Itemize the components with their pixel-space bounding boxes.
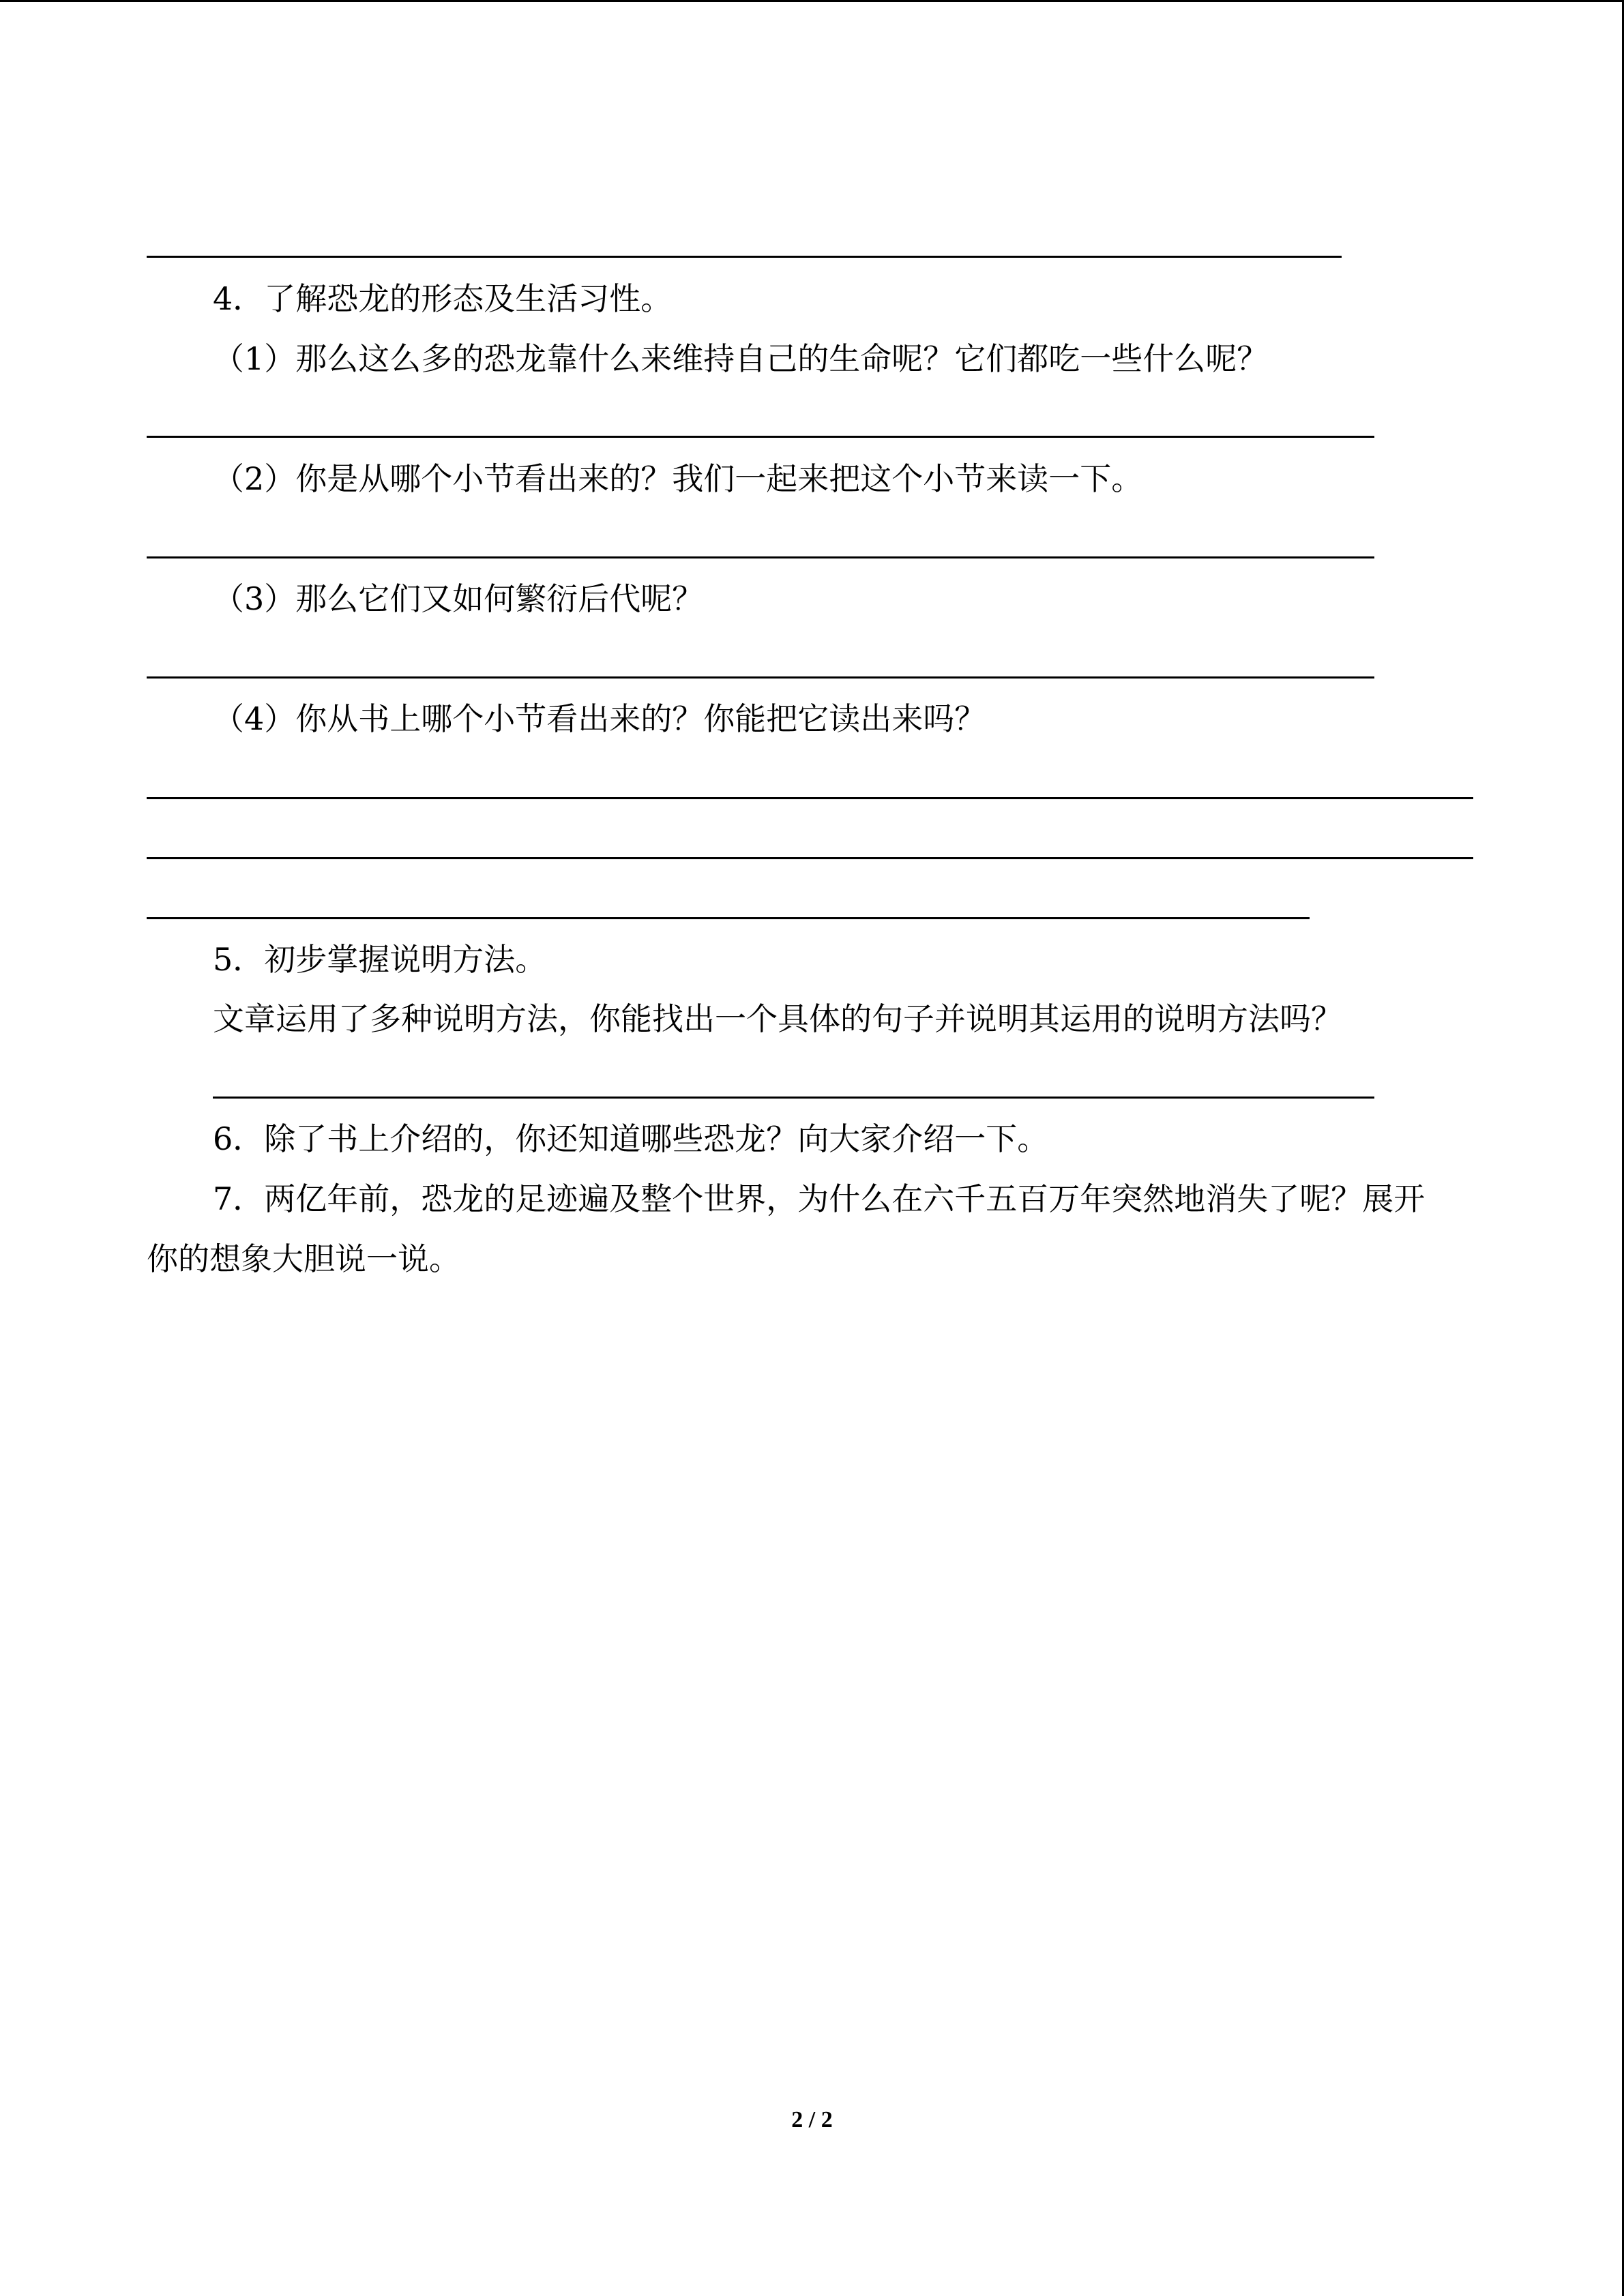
question-4-sub-3: （3）那么它们又如何繁衍后代呢？ bbox=[213, 580, 704, 617]
answer-line bbox=[147, 797, 1473, 799]
question-4-title: 4．了解恐龙的形态及生活习性。 bbox=[213, 280, 673, 317]
question-4-sub-2: （2）你是从哪个小节看出来的？我们一起来把这个小节来读一下。 bbox=[213, 460, 1143, 497]
question-5-title: 5．初步掌握说明方法。 bbox=[213, 941, 547, 978]
question-7-line-2: 你的想象大胆说一说。 bbox=[147, 1240, 460, 1277]
answer-line bbox=[147, 556, 1374, 558]
page-number: 2 / 2 bbox=[791, 2107, 833, 2132]
answer-line bbox=[147, 256, 1342, 258]
question-7-line-1: 7．两亿年前，恐龙的足迹遍及整个世界，为什么在六千五百万年突然地消失了呢？展开 bbox=[213, 1180, 1426, 1217]
answer-line bbox=[147, 857, 1473, 859]
answer-line bbox=[213, 1097, 1374, 1099]
answer-line bbox=[147, 917, 1310, 919]
answer-line bbox=[147, 676, 1374, 679]
question-6-title: 6．除了书上介绍的，你还知道哪些恐龙？向大家介绍一下。 bbox=[213, 1120, 1049, 1157]
question-5-prompt: 文章运用了多种说明方法，你能找出一个具体的句子并说明其运用的说明方法吗？ bbox=[213, 1000, 1342, 1037]
answer-line bbox=[147, 436, 1374, 438]
question-4-sub-4: （4）你从书上哪个小节看出来的？你能把它读出来吗？ bbox=[213, 700, 986, 737]
question-4-sub-1: （1）那么这么多的恐龙靠什么来维持自己的生命呢？它们都吃一些什么呢？ bbox=[213, 340, 1269, 377]
